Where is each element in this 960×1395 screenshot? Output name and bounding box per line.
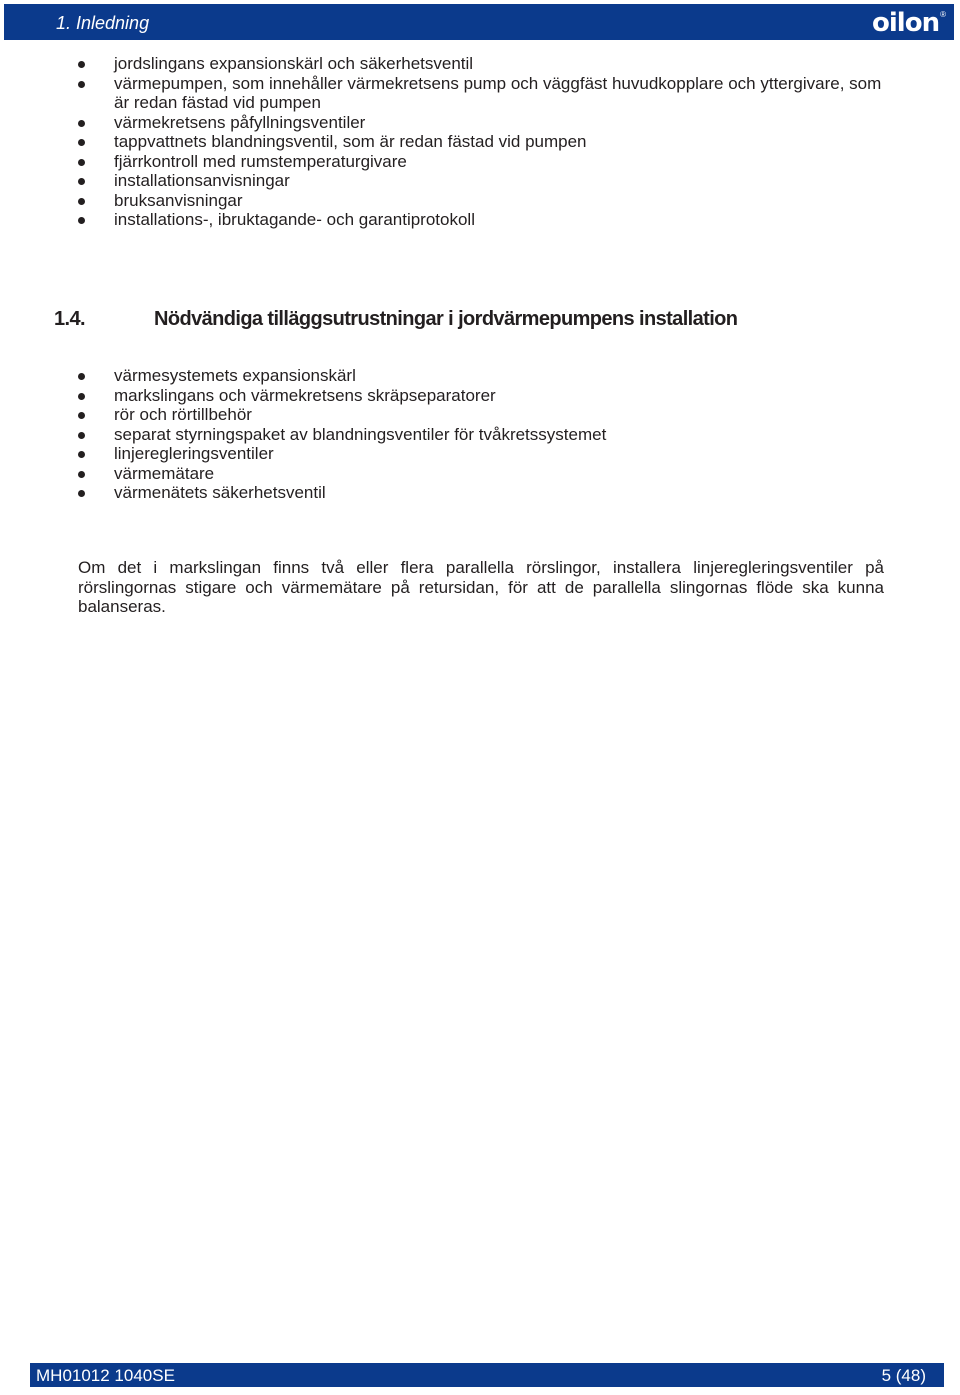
body-paragraph: Om det i markslingan finns två eller flera parallella rörslingor, installera linjeregleringsventiler på rörslingornas stigare och värmemätare på retursidan, för att de parallella slingornas flöde ska kunna balanseras. [78, 558, 884, 616]
chapter-title: 1. Inledning [56, 13, 150, 33]
list-item: jordslingans expansionskärl och säkerhetsventil [78, 54, 884, 74]
bullet-icon [78, 412, 85, 419]
list-item: installationsanvisningar [78, 171, 884, 191]
list-item: värmenätets säkerhetsventil [78, 483, 884, 503]
header-bar [4, 4, 954, 40]
section-number: 1.4. [54, 308, 85, 330]
list-item: bruksanvisningar [78, 191, 884, 211]
list-item: linjeregleringsventiler [78, 444, 884, 464]
list-item: värmepumpen, som innehåller värmekretsens pump och väggfäst huvudkopplare och yttergivare, som är redan fästad vid pumpen [78, 74, 884, 113]
bullet-icon [78, 471, 85, 478]
list-item: tappvattnets blandningsventil, som är redan fästad vid pumpen [78, 132, 884, 152]
document-code: MH01012 1040SE [36, 1366, 175, 1385]
bullet-icon [78, 198, 85, 205]
list-item: fjärrkontroll med rumstemperaturgivare [78, 152, 884, 172]
oilon-logo [872, 10, 946, 36]
logo-wordmark: oilon [872, 8, 940, 38]
bullet-icon [78, 393, 85, 400]
bullet-icon [78, 81, 85, 88]
list-item: separat styrningspaket av blandningsventiler för tvåkretssystemet [78, 425, 884, 445]
bullet-icon [78, 159, 85, 166]
bullet-icon [78, 451, 85, 458]
bullet-icon [78, 432, 85, 439]
list-item: värmesystemets expansionskärl [78, 366, 884, 386]
page-number: 5 (48) [881, 1366, 926, 1385]
bullet-icon [78, 217, 85, 224]
footer-bar [30, 1363, 944, 1387]
delivery-contents-list [78, 54, 884, 230]
bullet-icon [78, 120, 85, 127]
bullet-icon [78, 490, 85, 497]
bullet-icon [78, 373, 85, 380]
registered-mark: ® [940, 10, 946, 19]
list-item: installations-, ibruktagande- och garantiprotokoll [78, 210, 884, 230]
required-accessories-list [78, 366, 884, 503]
bullet-icon [78, 139, 85, 146]
bullet-icon [78, 178, 85, 185]
section-heading [54, 308, 737, 331]
bullet-icon [78, 61, 85, 68]
section-title: Nödvändiga tilläggsutrustningar i jordvärmepumpens installation [154, 308, 738, 330]
list-item: värmekretsens påfyllningsventiler [78, 113, 884, 133]
list-item: markslingans och värmekretsens skräpseparatorer [78, 386, 884, 406]
list-item: värmemätare [78, 464, 884, 484]
list-item: rör och rörtillbehör [78, 405, 884, 425]
